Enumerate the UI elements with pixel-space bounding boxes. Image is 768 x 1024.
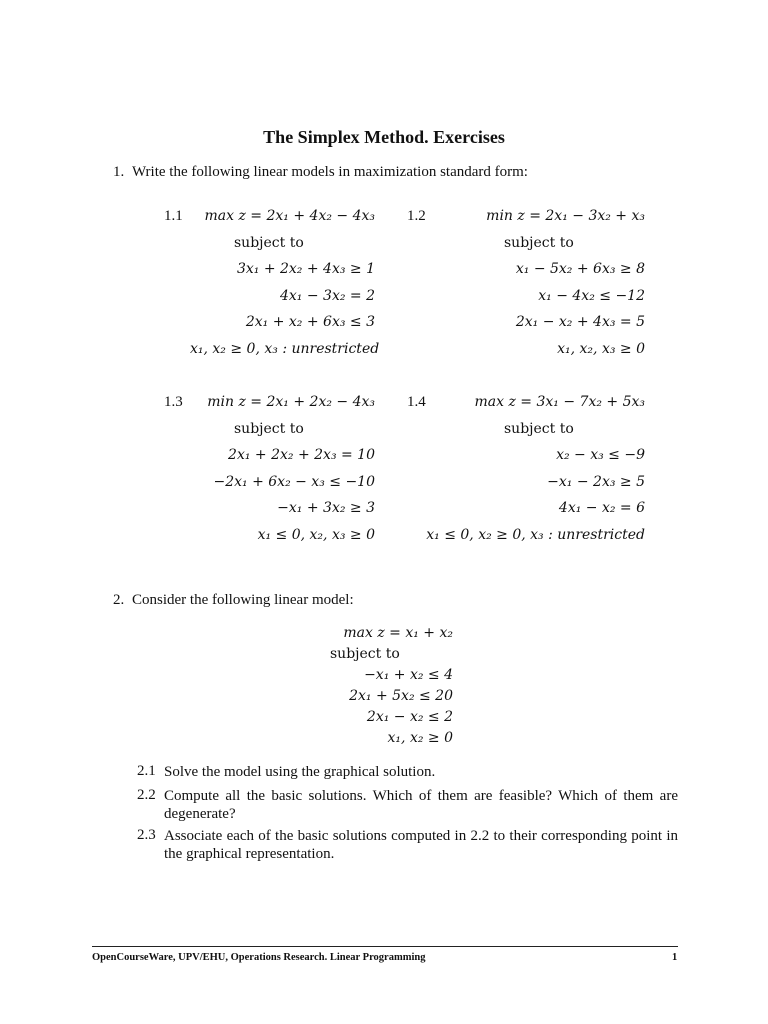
exercise-1-number: 1. [113,164,125,180]
model-1-2-constraint: x₁, x₂, x₃ ≥ 0 [557,340,645,357]
model-2-constraint: 2x₁ + 5x₂ ≤ 20 [349,688,453,704]
model-1-2-constraint: 2x₁ − x₂ + 4x₃ = 5 [515,314,645,330]
model-1-2-objective: min z = 2x₁ − 3x₂ + x₃ [486,208,645,224]
footer-rule [92,946,678,947]
model-1-3-objective: min z = 2x₁ + 2x₂ − 4x₃ [207,394,375,410]
model-1-3-constraint: −x₁ + 3x₂ ≥ 3 [277,500,375,516]
model-1-4 [420,389,645,548]
model-1-4-subject-to: subject to [504,420,574,437]
model-1-4-constraint: x₂ − x₃ ≤ −9 [556,447,645,463]
model-2-objective: max z = x₁ + x₂ [343,625,453,641]
exercise-1-prompt: Write the following linear models in maximization standard form: [132,164,528,180]
model-1-1-constraint: 2x₁ + x₂ + 6x₃ ≤ 3 [245,314,375,330]
model-2-constraint: x₁, x₂ ≥ 0 [387,730,453,746]
model-1-2-constraint: x₁ − 5x₂ + 6x₃ ≥ 8 [515,261,645,277]
model-1-1-constraint: 3x₁ + 2x₂ + 4x₃ ≥ 1 [236,261,375,277]
model-1-4-constraint: x₁ ≤ 0, x₂ ≥ 0, x₃ : unrestricted [426,526,645,543]
footer-text: OpenCourseWare, UPV/EHU, Operations Research. Linear Programming [92,952,426,963]
item-2-1-text: Solve the model using the graphical solution. [164,764,436,780]
model-1-1 [190,203,380,362]
model-2-subject-to: subject to [330,646,400,662]
item-2-1-id: 2.1 [137,763,156,779]
model-1-2-subject-to: subject to [504,234,574,251]
model-1-1-constraint: x₁, x₂ ≥ 0, x₃ : unrestricted [190,340,380,357]
model-2-constraint: −x₁ + x₂ ≤ 4 [364,667,453,683]
model-1-3 [190,389,375,548]
model-2 [320,623,453,749]
exercise-2-prompt: Consider the following linear model: [132,592,354,608]
model-1-3-subject-to: subject to [234,420,304,437]
model-1-3-constraint: x₁ ≤ 0, x₂, x₃ ≥ 0 [257,526,375,543]
model-1-3-id: 1.3 [164,394,183,410]
model-2-constraint: 2x₁ − x₂ ≤ 2 [366,709,453,725]
page-number: 1 [672,952,678,963]
model-1-2-constraint: x₁ − 4x₂ ≤ −12 [538,287,645,304]
item-2-3-id: 2.3 [137,827,156,843]
model-1-2 [440,203,645,362]
model-1-2-id: 1.2 [407,208,426,224]
item-2-3-text: Associate each of the basic solutions computed in 2.2 to their corresponding point in the graphical representation. [164,828,678,862]
exercise-2-number: 2. [113,592,125,608]
model-1-3-constraint: 2x₁ + 2x₂ + 2x₃ = 10 [228,447,375,463]
page-title: The Simplex Method. Exercises [263,127,505,147]
model-1-1-objective: max z = 2x₁ + 4x₂ − 4x₃ [204,208,375,224]
item-2-2-id: 2.2 [137,787,156,803]
model-1-3-constraint: −2x₁ + 6x₂ − x₃ ≤ −10 [213,473,375,490]
item-2-2-text: Compute all the basic solutions. Which of them are feasible? Which of them are degenerate? [164,788,678,822]
model-1-1-constraint: 4x₁ − 3x₂ = 2 [280,287,375,304]
model-1-4-objective: max z = 3x₁ − 7x₂ + 5x₃ [474,394,645,410]
model-1-4-constraint: 4x₁ − x₂ = 6 [558,500,645,516]
model-1-1-id: 1.1 [164,208,183,224]
model-1-1-subject-to: subject to [234,234,304,251]
model-1-4-id: 1.4 [407,394,426,410]
model-1-4-constraint: −x₁ − 2x₃ ≥ 5 [547,473,645,490]
